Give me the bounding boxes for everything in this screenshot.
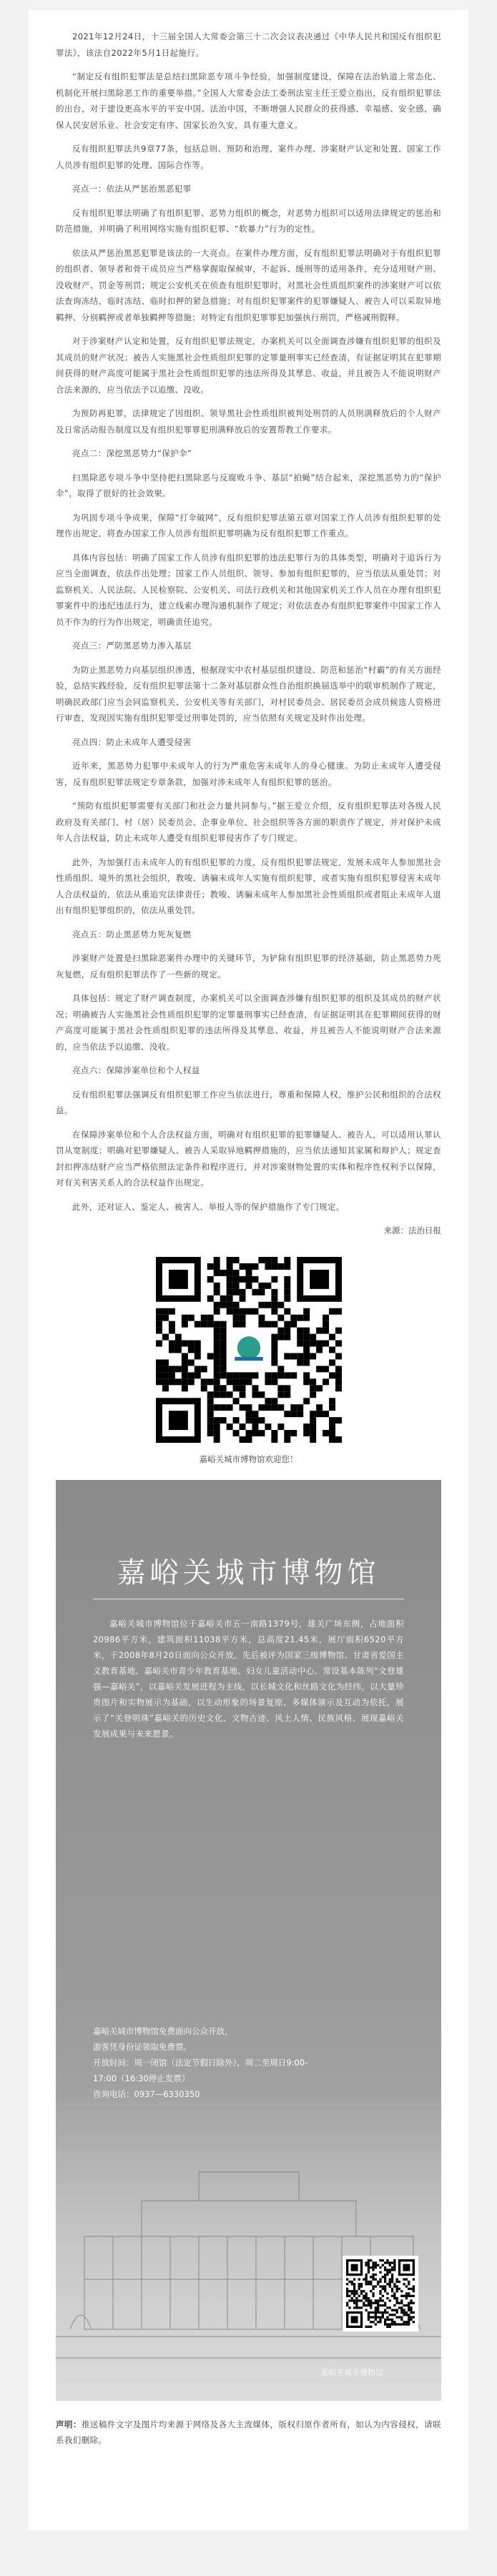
section-heading: 亮点二：深挖黑恶势力“保护伞” xyxy=(72,448,192,458)
article-paragraph: 具体包括：规定了财产调查制度，办案机关可以全面调查涉嫌有组织犯罪的组织及其成员的财产状况；明确被告人实施黑社会性质组织犯罪的定罪量刑事实已经查清，有证据证明其在犯罪期间获得的财产高度可能属于黑社会性质组织犯罪的违法所得及其孳息、收益，并且被告人不能说明财产合法来源的，应当依法予以追缴、没收。 xyxy=(56,993,441,1052)
article-paragraph: 为防止黑恶势力向基层组织渗透，根据现实中农村基层组织建设、防范和惩治“村霸”的有关方面经验，总结实践经验，反有组织犯罪法第十二条对基层群众性自治组织换届选举中的联审机制作了规定，明确民政部门应当会同监察机关、公安机关等有关部门，对村民委员会、居民委员会成员候选人资格进行审查，发现因实施有组织犯罪受过刑事处罚的，应当依照有关规定及时作出处理。 xyxy=(56,664,441,723)
museum-info-line: 咨询电话：0937—6330350 xyxy=(93,2089,200,2099)
museum-info-line: 游客凭身份证领取免费票。 xyxy=(93,2042,192,2052)
section-heading: 亮点五：防止黑恶势力死灰复燃 xyxy=(72,929,192,939)
section-heading: 亮点四：防止未成年人遭受侵害 xyxy=(72,736,192,747)
account-watermark: 嘉峪关城市博物馆 xyxy=(320,2368,383,2377)
article-paragraph: 反有组织犯罪法共9章77条，包括总则、预防和治理、案件办理、涉案财产认定和处置、国家工作人员涉有组织犯罪的处理、国际合作等。 xyxy=(56,144,441,170)
section-heading: 亮点三：严防黑恶势力渗入基层 xyxy=(72,641,192,651)
museum-qr-code[interactable] xyxy=(343,2256,418,2331)
museum-info-line: 嘉峪关城市博物馆免费面向公众开放， xyxy=(93,2026,233,2036)
article-paragraph: 此外，为加强打击未成年人的有组织犯罪的力度，反有组织犯罪法规定，发展未成年人参加黑社会性质组织、境外的黑社会组织，教唆、诱骗未成年人实施有组织犯罪，或者实施有组织犯罪侵害未成年人合法权益的，依法从重追究法律责任；教唆、诱骗未成年人参加黑社会性质组织或者阻止未成年人退出有组织犯罪组织的，依法从重处罚。 xyxy=(56,857,441,915)
article-paragraph: 为预防再犯罪，法律规定了因组织、领导黑社会性质组织被判处刑罚的人员刑满释放后的个人财产及日常活动报告制度以及有组织犯罪罪犯刑满释放后的安置帮教工作要求。 xyxy=(56,408,441,435)
museum-building-illustration xyxy=(56,2093,441,2401)
disclaimer-text: 推送稿件文字及图片均来源于网络及各大主流媒体，版权归原作者所有，如认为内容侵权，请联系我们删除。 xyxy=(56,2419,442,2445)
qr-caption: 嘉峪关城市博物馆欢迎您！ xyxy=(199,1454,298,1464)
disclaimer-label: 声明： xyxy=(56,2419,82,2429)
museum-info-line: 开放时间：周一闭馆（法定节假日除外），周二至周日9:00-17:00（16:30停止发票） xyxy=(93,2058,308,2083)
section-heading: 亮点一：依法从严惩治黑恶犯罪 xyxy=(72,184,192,194)
article-card xyxy=(29,10,468,2530)
museum-visit-info xyxy=(93,2023,329,2102)
article-paragraph: 2021年12月24日，十三届全国人大常委会第三十二次会议表决通过《中华人民共和国反有组织犯罪法》，该法自2022年5月1日起施行。 xyxy=(56,31,441,58)
article-paragraph: 近年来，黑恶势力犯罪中未成年人的行为严重危害未成年人的身心健康。为防止未成年人遭受侵害，反有组织犯罪法规定专章条款，加强对涉未成年人有组织犯罪的惩治。 xyxy=(56,761,441,787)
section-heading: 亮点六：保障涉案单位和个人权益 xyxy=(72,1065,200,1075)
disclaimer xyxy=(56,2401,441,2448)
museum-poster xyxy=(56,1480,441,2401)
article-paragraph: 扫黑除恶专项斗争中坚持把扫黑除恶与反腐败斗争、基层“拍蝇”结合起来，深挖黑恶势力的“保护伞”，取得了很好的社会效果。 xyxy=(56,472,441,498)
article-paragraph: “预防有组织犯罪需要有关部门和社会力量共同参与。”据王爱立介绍，反有组织犯罪法对各级人民政府及有关部门、村（居）民委员会、企事业单位、社会组织等各方面的职责作了规定，并对保护未成年人合法权益，防止未成年人遭受有组织犯罪侵害作了专门规定。 xyxy=(56,801,441,843)
article-paragraph: 为巩固专项斗争成果，保障“打伞破网”，反有组织犯罪法第五章对国家工作人员涉有组织犯罪的处理作出规定，将查办国家工作人员涉有组织犯罪明确为反有组织犯罪工作重点。 xyxy=(56,512,441,538)
qr-block xyxy=(145,1257,353,1467)
article-paragraph: 在保障涉案单位和个人合法权益方面，明确对有组织犯罪的犯罪嫌疑人、被告人，可以适用认罪认罚从宽制度；明确对犯罪嫌疑人、被告人采取异地羁押措施的，应当依法通知其家属和辩护人；规定查封扣押冻结财产应当严格依照法定条件和程序进行，并对涉案财物处置的实体和程序性权利予以保障，对有关利害关系人的合法权益作出规定。 xyxy=(56,1129,441,1188)
article-paragraph: 对于涉案财产认定和处置，反有组织犯罪法规定，办案机关可以全面调查涉嫌有组织犯罪的组织及其成员的财产状况；被告人实施黑社会性质组织犯罪的定罪量刑事实已经查清，有证据证明其在犯罪期间获得的财产高度可能属于黑社会性质组织犯罪的违法所得及其孳息、收益，并且被告人不能说明财产合法来源的，应当依法予以追缴、没收。 xyxy=(56,336,441,395)
article-paragraph: 依法从严惩治黑恶犯罪是该法的一大亮点。在案件办理方面，反有组织犯罪法明确对于有组织犯罪的组织者、领导者和骨干成员应当严格掌握取保候审，不起诉、缓刑等的适用条件，充分适用财产刑、没收财产、罚金等刑罚；规定公安机关在侦查有组织犯罪时，对黑社会性质组织案件的涉案财产可以依法查询冻结，临时冻结、临时扣押的紧急措施；对有组织犯罪案件的犯罪嫌疑人、被告人可以采取异地羁押、分别羁押或者单独羁押等措施；对特定有组织犯罪罪犯加强执行刑罚，严格减刑假释。 xyxy=(56,247,441,322)
article-paragraph: 此外，还对证人、鉴定人、被害人、举报人等的保护措施作了专门规定。 xyxy=(72,1201,345,1212)
museum-intro: 嘉峪关城市博物馆位于嘉峪关市五一南路1379号，雄关广场东侧，占地面积20986平方米，建筑面积11038平方米，总高度21.45米，展厅面积6520平方米，于2008年8月20日面向公众开放。先后被评为国家三级博物馆、甘肃省爱国主义教育基地、嘉峪关市青少年教育基地、妇女儿童活动中心、常设基本陈列“文登雄强—嘉峪关”，以嘉峪关发展进程为主线，以长城文化和丝路文化为经纬，以大量珍贵图片和实物展示为基础，以生动形象的场景复原、多媒体演示及互动为依托，展示了“关登明珠”嘉峪关的历史文化、文物古迹、风土人情、民族风格、展现嘉峪关发展成果与未来愿景。 xyxy=(93,1619,404,1739)
qr-code-icon xyxy=(346,2259,415,2328)
article-paragraph: “制定反有组织犯罪法是总结扫黑除恶专项斗争经验，加强制度建设，保障在法治轨道上常态化、机制化开展扫黑除恶工作的重要举措。”全国人大常委会法工委刑法室主任王爱立指出，反有组织犯罪法的出台，对于建设更高水平的平安中国、法治中国，不断增强人民群众的获得感、幸福感、安全感，确保人民安居乐业、社会安定有序、国家长治久安，具有重大意义。 xyxy=(56,71,441,130)
article-paragraph: 反有组织犯罪法明确了有组织犯罪、恶势力组织的概念，对恶势力组织可以适用法律规定的惩治和防范措施，并明确了利用网络实施有组织犯罪、“软暴力”行为的定性。 xyxy=(56,207,441,234)
museum-title: 嘉峪关城市博物馆 xyxy=(117,1556,380,1589)
article-paragraph: 具体内容包括：明确了国家工作人员涉有组织犯罪的违法犯罪行为的具体类型，明确对于追诉行为应当全面调查，依法作出处理；国家工作人员组织、领导、参加有组织犯罪的，应当依法从重处罚；对监察机关、人民法院、人民检察院、公安机关、司法行政机关和其他国家机关工作人员在办理有组织犯罪案件中的违纪违法行为，建立线索办理沟通机制作了规定；对依法查办有组织犯罪案件中国家工作人员不作为的行为作出规定，明确责任追究。 xyxy=(56,552,441,627)
article-body xyxy=(56,29,441,1215)
qr-code-icon xyxy=(156,1257,342,1443)
wechat-qr-code[interactable] xyxy=(156,1257,342,1443)
source-line: 来源：法治日报 xyxy=(383,1225,441,1235)
article-paragraph: 反有组织犯罪法强调反有组织犯罪工作应当依法进行，尊重和保障人权，维护公民和组织的合法权益。 xyxy=(56,1089,441,1115)
article-paragraph: 涉案财产处置是扫黑除恶案件办理中的关键环节，为铲除有组织犯罪的经济基础，防止黑恶势力死灰复燃，反有组织犯罪法作了一些新的规定。 xyxy=(56,953,441,979)
